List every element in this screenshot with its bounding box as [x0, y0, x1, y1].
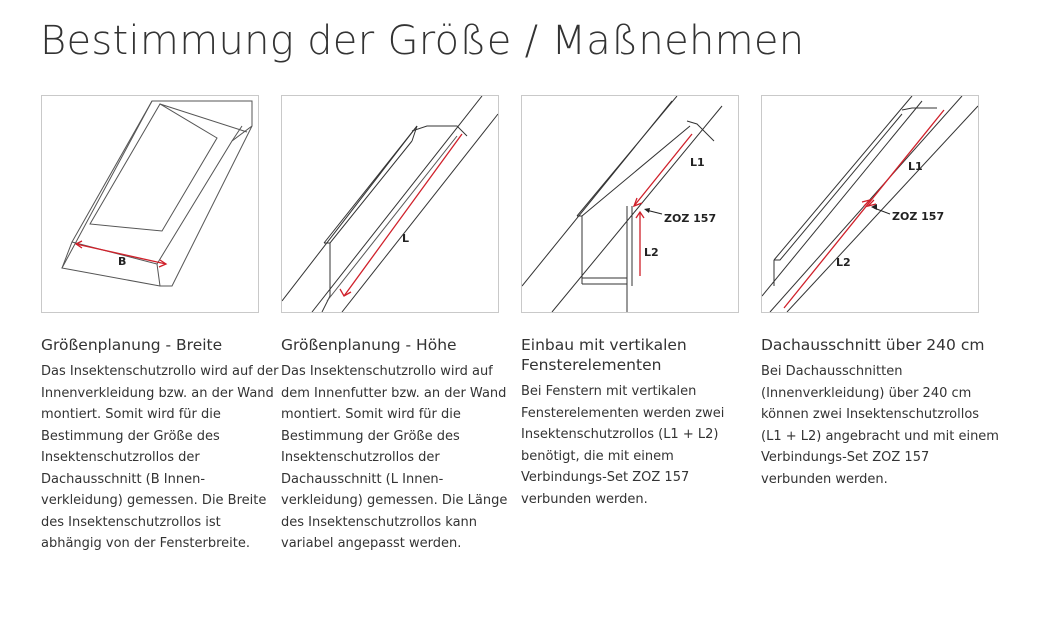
- label-l2: L2: [644, 246, 659, 259]
- column-over-240: [761, 335, 999, 490]
- diagram-width: [41, 95, 259, 313]
- column-heading: Dachausschnitt über 240 cm: [761, 336, 985, 354]
- over-240-diagram-svg: [762, 96, 978, 312]
- column-description: Das Insektenschutzrollo wird auf dem Innenfutter bzw. an der Wand montiert. Somit wird für die Bestimmung der Größe des Insektenschutzrollos der Dachausschnitt (L Innen- verkleidung) gemessen. Die Länge des Insektenschutzrollos kann variabel angepasst werden.: [281, 364, 508, 551]
- label-l: L: [402, 232, 410, 245]
- label-zoz-b: ZOZ 157: [892, 210, 945, 223]
- label-l1-b: L1: [908, 160, 923, 173]
- label-l1: L1: [690, 156, 705, 169]
- column-description: Das Insektenschutzrollo wird auf der Innenverkleidung bzw. an der Wand montiert. Somit wird für die Bestimmung der Größe des Insektenschutzrollos der Dachausschnitt (B Innen- verkleidung) gemessen. Die Breite des Insektenschutzrollos ist abhängig von der Fensterbreite.: [41, 364, 279, 551]
- column-vertical-elements: [521, 335, 746, 510]
- label-l2-b: L2: [836, 256, 851, 269]
- page-title: Bestimmung der Größe / Maßnehmen: [40, 18, 805, 64]
- label-zoz: ZOZ 157: [664, 212, 717, 225]
- width-diagram-svg: [42, 96, 258, 312]
- diagram-vertical-elements: [521, 95, 739, 313]
- column-height: [281, 335, 506, 555]
- label-b: B: [118, 255, 127, 268]
- column-description: Bei Fenstern mit vertikalen Fensterelementen werden zwei Insektenschutzrollos (L1 + L2) benötigt, die mit einem Verbindungs-Set ZOZ 157 verbunden werden.: [521, 384, 725, 507]
- diagram-over-240: [761, 95, 979, 313]
- column-width: [41, 335, 279, 555]
- diagram-height: [281, 95, 499, 313]
- column-heading: Größenplanung - Breite: [41, 336, 223, 354]
- vertical-elements-diagram-svg: [522, 96, 738, 312]
- height-diagram-svg: [282, 96, 498, 312]
- column-heading: Einbau mit vertikalen Fensterelementen: [521, 336, 687, 374]
- column-heading: Größenplanung - Höhe: [281, 336, 457, 354]
- column-description: Bei Dachausschnitten (Innenverkleidung) über 240 cm können zwei Insektenschutzrollos (L1 + L2) angebracht und mit einem Verbindungs-Set ZOZ 157 verbunden werden.: [761, 364, 999, 487]
